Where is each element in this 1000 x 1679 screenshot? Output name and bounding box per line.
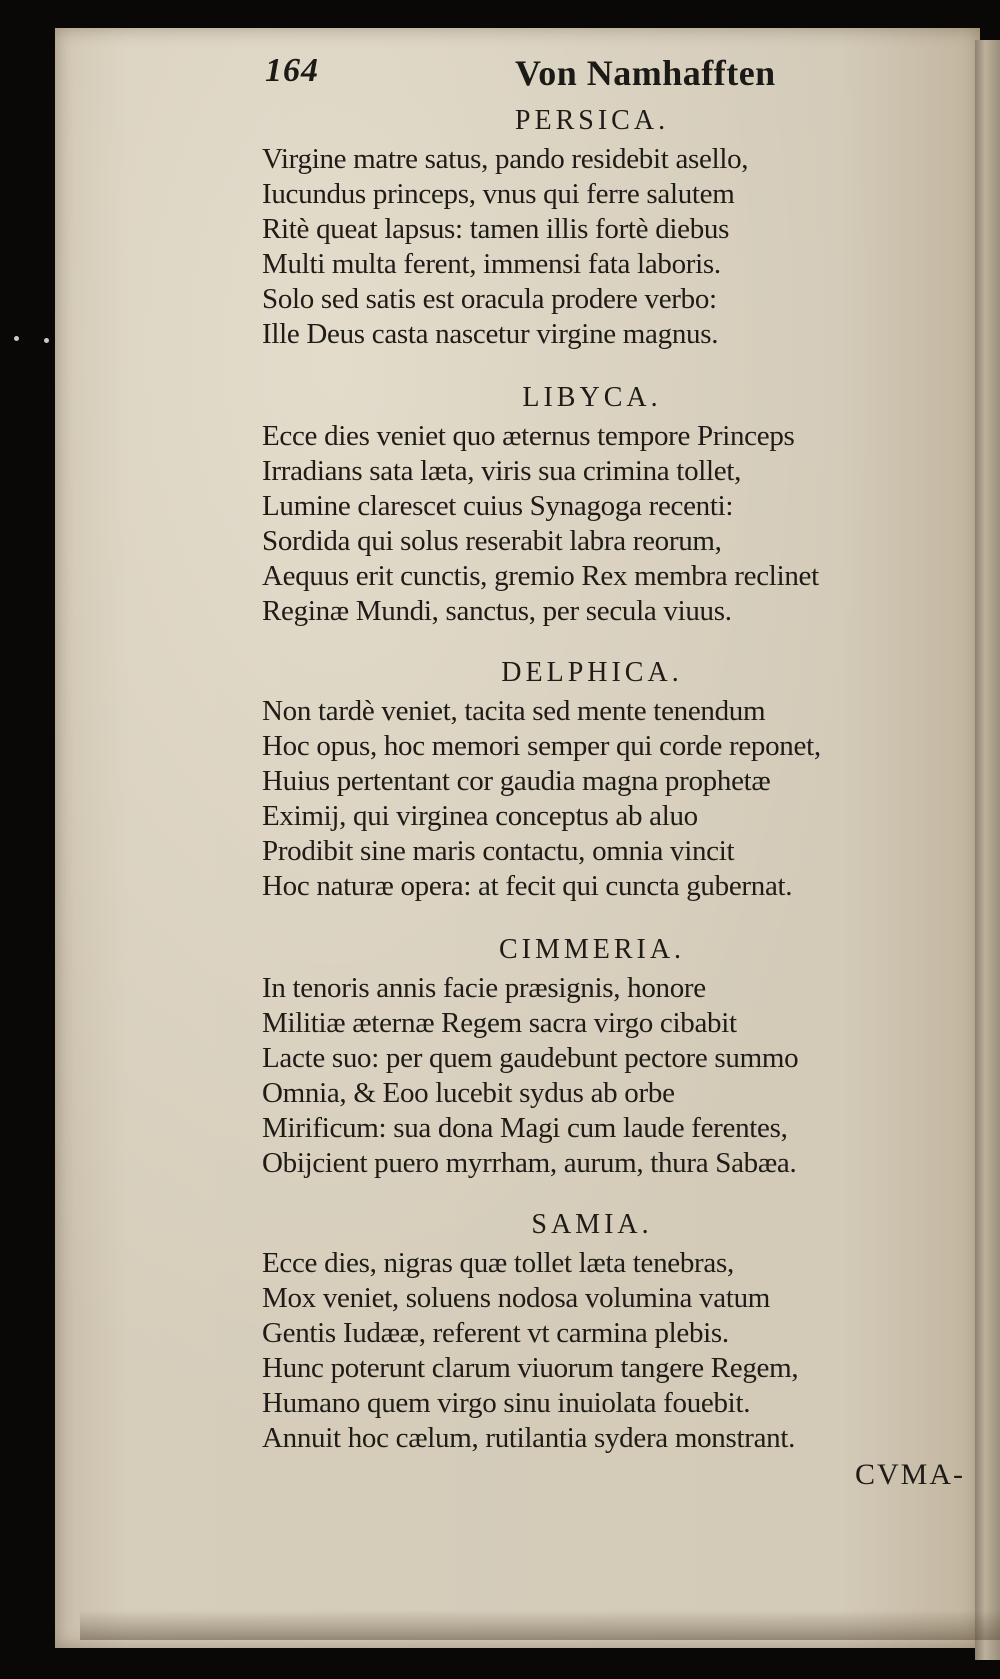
verse-line: Hoc naturæ opera: at fecit qui cuncta gubernat.: [262, 870, 793, 902]
verse-line: Solo sed satis est oracula prodere verbo:: [262, 283, 717, 315]
verse-line: Eximij, qui virginea conceptus ab aluo: [262, 800, 698, 832]
verse-line: Irradians sata læta, viris sua crimina tollet,: [262, 455, 742, 487]
verse-line: Ille Deus casta nascetur virgine magnus.: [262, 318, 719, 350]
verse-line: Mox veniet, soluens nodosa volumina vatum: [262, 1282, 771, 1314]
verse-line: Annuit hoc cælum, rutilantia sydera monstrant.: [262, 1422, 796, 1454]
section-title: CIMMERIA.: [498, 934, 686, 965]
verse-line: In tenoris annis facie præsignis, honore: [262, 972, 706, 1004]
verse-line: Ritè queat lapsus: tamen illis fortè diebus: [262, 213, 730, 245]
dust-speck: [44, 338, 49, 343]
verse-line: Hoc opus, hoc memori semper qui corde reponet,: [262, 730, 821, 762]
page-header: [265, 52, 785, 102]
verse-line: Sordida qui solus reserabit labra reorum,: [262, 525, 722, 557]
verse-line: Obijcient puero myrrham, aurum, thura Sabæa.: [262, 1147, 797, 1179]
section-persica: [262, 100, 962, 352]
verse-line: Aequus erit cunctis, gremio Rex membra reclinet: [262, 560, 819, 592]
verse-line: Prodibit sine maris contactu, omnia vincit: [262, 835, 735, 867]
verse-line: Mirificum: sua dona Magi cum laude ferentes,: [262, 1112, 788, 1144]
verse-line: Non tardè veniet, tacita sed mente tenendum: [262, 695, 766, 727]
verse-line: Lumine clarescet cuius Synagoga recenti:: [262, 490, 734, 522]
section-title: SAMIA.: [531, 1209, 653, 1240]
running-head: Von Namhafften: [515, 53, 776, 93]
verse-line: Gentis Iudææ, referent vt carmina plebis.: [262, 1317, 729, 1349]
section-title: DELPHICA.: [501, 657, 683, 688]
verse-line: Multi multa ferent, immensi fata laboris.: [262, 248, 721, 280]
catchword: CVMA-: [855, 1458, 966, 1491]
verse-line: Ecce dies, nigras quæ tollet læta tenebras,: [262, 1247, 734, 1279]
verse-line: Huius pertentant cor gaudia magna prophetæ: [262, 765, 771, 797]
section-samia: [262, 1204, 962, 1456]
dust-speck: [14, 336, 19, 341]
verse-line: Iucundus princeps, vnus qui ferre salutem: [262, 178, 735, 210]
section-title: LIBYCA.: [522, 382, 662, 413]
verse-line: Militiæ æternæ Regem sacra virgo cibabit: [262, 1007, 737, 1039]
page-number: 164: [265, 52, 319, 89]
section-title: PERSICA.: [514, 105, 670, 136]
verse-line: Reginæ Mundi, sanctus, per secula viuus.: [262, 595, 732, 627]
page-edge-stack: [975, 40, 1000, 1660]
verse-line: Humano quem virgo sinu inuiolata fouebit.: [262, 1387, 751, 1419]
section-cimmeria: [262, 929, 962, 1181]
verse-line: Ecce dies veniet quo æternus tempore Princeps: [262, 420, 795, 452]
section-delphica: [262, 652, 962, 904]
section-libyca: [262, 377, 962, 629]
verse-line: Virgine matre satus, pando residebit asello,: [262, 143, 749, 175]
page-bottom-shadow: [80, 1610, 1000, 1640]
verse-line: Hunc poterunt clarum viuorum tangere Regem,: [262, 1352, 799, 1384]
verse-line: Lacte suo: per quem gaudebunt pectore summo: [262, 1042, 799, 1074]
verse-line: Omnia, & Eoo lucebit sydus ab orbe: [262, 1077, 675, 1109]
